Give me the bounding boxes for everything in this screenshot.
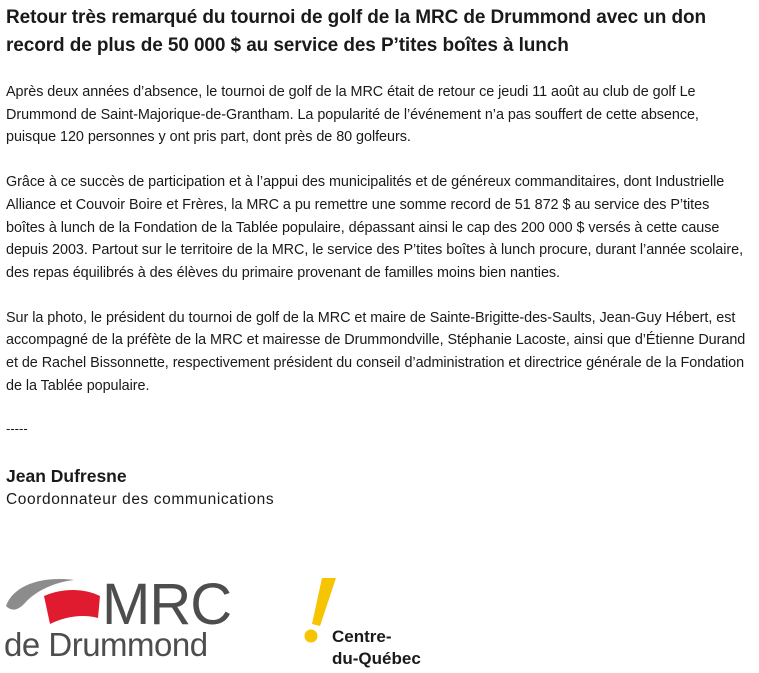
paragraph-photo-caption: Sur la photo, le président du tournoi de golf de la MRC et maire de Sainte-Brigitte-des-Saults, Jean-Guy Hébert, est accompagné de la préfète de la MRC et mairesse de Drummondville, Stéphanie Lacoste, ainsi que d’Étienne Durand et de Rachel Bissonnette, respectivement président du conseil d’administration et directrice générale de la Fondation de la Tablée populaire. xyxy=(6,309,746,394)
mrc-logo-line1: MRC xyxy=(102,572,232,637)
separator: ----- xyxy=(6,421,28,437)
mrc-logo-line2: de Drummond xyxy=(4,626,208,662)
mrc-logo-red-swoosh xyxy=(44,590,100,624)
centre-du-quebec-logo xyxy=(300,574,460,670)
document-page xyxy=(6,4,746,511)
cdq-logo-line2: du-Québec xyxy=(332,649,421,668)
signature-role: Coordonnateur des communications xyxy=(6,491,275,509)
cdq-logo-dot xyxy=(305,630,318,643)
paragraph-intro: Après deux années d’absence, le tournoi de golf de la MRC était de retour ce jeudi 11 août au club de golf Le Drummond de Saint-Majorique-de-Grantham. La popularité de l’événement n’a pas souffert de cette absence, puisque 120 personnes y ont pris part, dont près de 80 golfeurs. xyxy=(6,84,699,146)
cdq-logo-mark xyxy=(312,578,336,626)
cdq-logo-line1: Centre- xyxy=(332,627,392,646)
article-title: Retour très remarqué du tournoi de golf de la MRC de Drummond avec un don record de plus de 50 000 $ au service des P’tites boîtes à lunch xyxy=(6,7,706,56)
paragraph-donation: Grâce à ce succès de participation et à l’appui des municipalités et de généreux commanditaires, dont Industrielle Alliance et Couvoir Boire et Frères, la MRC a pu remettre une somme record de 51 872 $ au service des P’tites boîtes à lunch de la Fondation de la Tablée populaire, dépassant ainsi le cap des 200 000 $ versés à cette cause depuis 2003. Partout sur le territoire de la MRC, le service des P’tites boîtes à lunch procure, durant l’année scolaire, des repas équilibrés à des élèves du primaire provenant de familles moins bien nanties. xyxy=(6,174,744,281)
signature-name: Jean Dufresne xyxy=(6,466,127,487)
mrc-drummond-logo xyxy=(4,562,260,662)
